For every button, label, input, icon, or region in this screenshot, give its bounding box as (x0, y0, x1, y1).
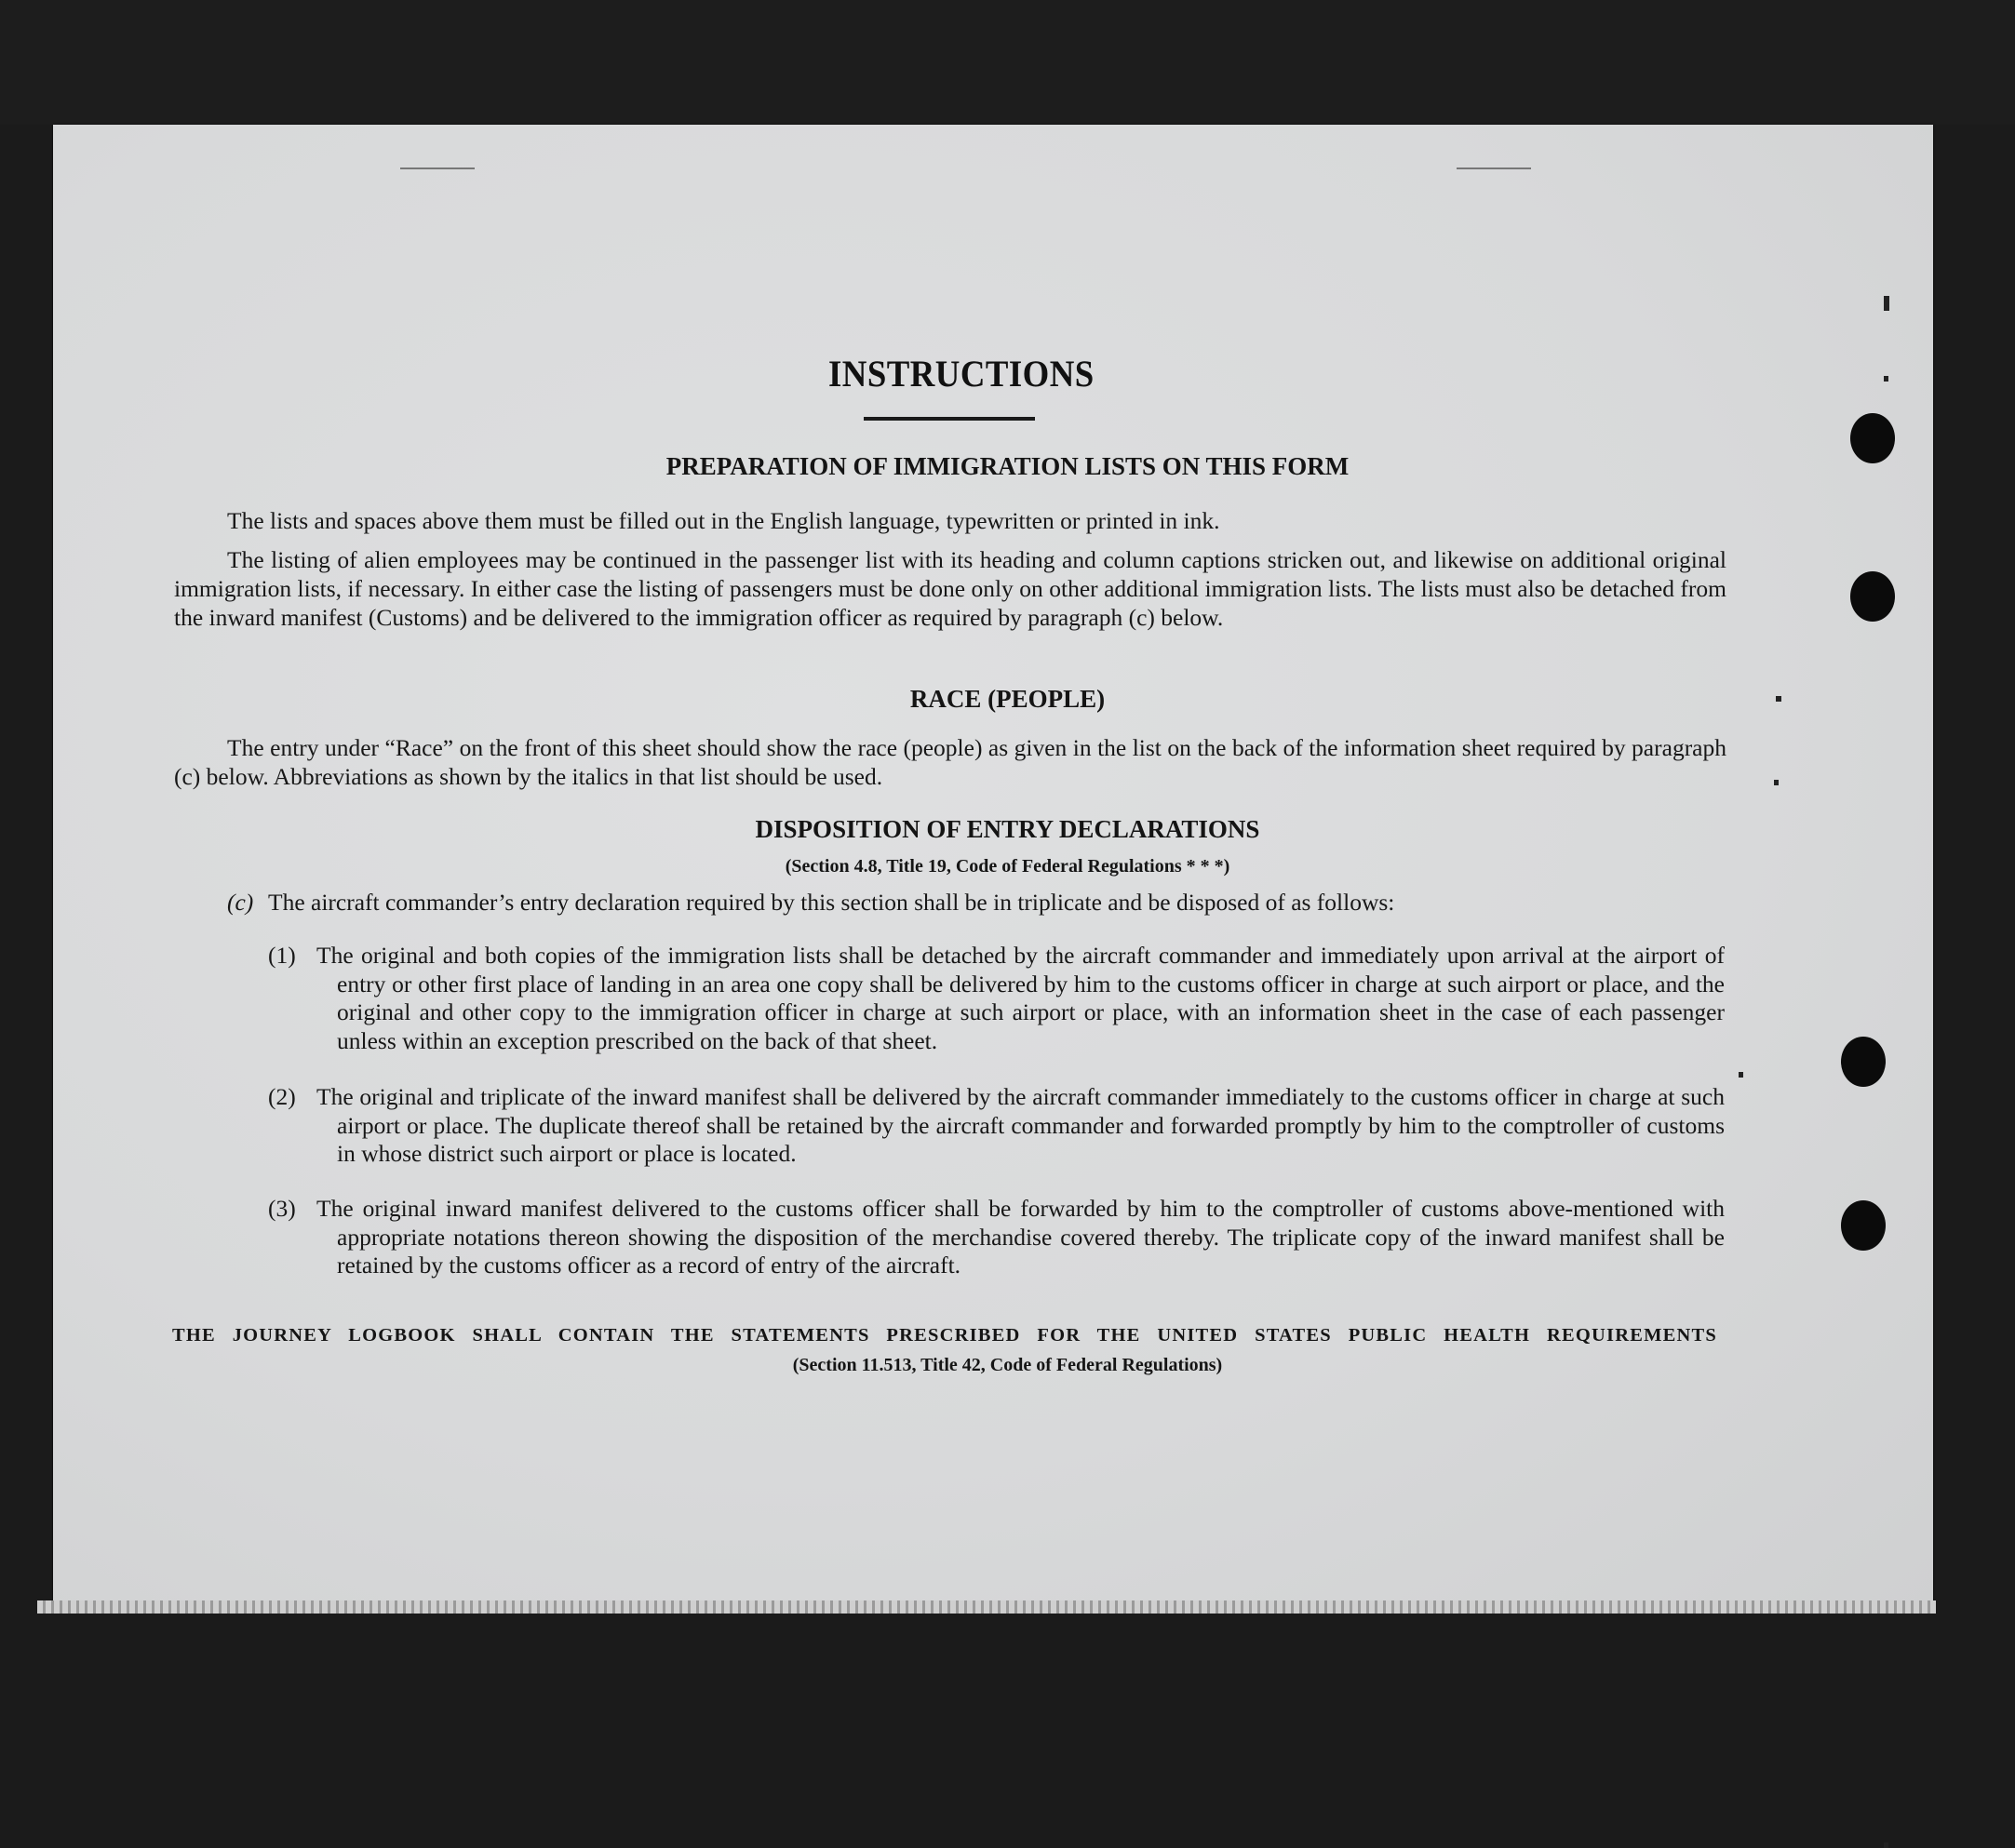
disposition-item-2: (2) The original and triplicate of the inward manifest shall be delivered by the aircraft commander immediately to the customs officer in charge at such airport or place. The duplicate thereof shall be retained by the aircraft commander and forwarded promptly by him to the comptroller of customs in whose district such airport or place is located. (268, 1083, 1725, 1167)
race-paragraph: The entry under “Race” on the front of this sheet should show the race (people) as given in the list on the back of the information sheet required by paragraph (c) below. Abbreviations as shown by the italics in that list should be used. (174, 734, 1726, 790)
disposition-heading: DISPOSITION OF ENTRY DECLARATIONS (755, 815, 1260, 843)
binder-hole-3 (1841, 1037, 1886, 1087)
title-underline (864, 417, 1035, 421)
preparation-paragraph-1: The lists and spaces above them must be filled out in the English language, typewritten or printed in ink. (227, 507, 1220, 534)
public-health-statement: THE JOURNEY LOGBOOK SHALL CONTAIN THE STATEMENTS PRESCRIBED FOR THE UNITED STATES PUBLIC HEALTH REQUIREMENTS (172, 1325, 1717, 1346)
scan-mark (1884, 376, 1888, 382)
binder-hole-4 (1841, 1200, 1886, 1251)
public-health-citation: (Section 11.513, Title 42, Code of Federal Regulations) (792, 1355, 1223, 1375)
scan-mark (1884, 296, 1889, 311)
preparation-paragraph-2: The listing of alien employees may be continued in the passenger list with its heading and column captions stricken out, and likewise on additional original immigration lists, if necessary. In either case the listing of passengers must be done only on other additional immigration lists. The lists must also be detached from the inward manifest (Customs) and be delivered to the immigration officer as required by paragraph (c) below. (174, 546, 1726, 631)
disposition-item-3: (3) The original inward manifest delivered to the customs officer shall be forwarded by him to the comptroller of customs above-mentioned with appropriate notations thereon showing the disposition of the merchandise covered thereby. The triplicate copy of the inward manifest shall be retained by the customs officer as a record of entry of the aircraft. (268, 1195, 1725, 1279)
perforated-edge (37, 1600, 1936, 1614)
race-heading: RACE (PEOPLE) (909, 685, 1106, 713)
preparation-heading: PREPARATION OF IMMIGRATION LISTS ON THIS FORM (665, 452, 1350, 480)
scan-mark (1884, 1842, 1888, 1848)
scan-mark (1739, 1072, 1743, 1078)
scan-background (0, 0, 2015, 125)
scan-mark (1457, 167, 1531, 169)
disposition-intro: (c) The aircraft commander’s entry declaration required by this section shall be in triplicate and be disposed of as follows: (227, 889, 1395, 916)
disposition-citation: (Section 4.8, Title 19, Code of Federal Regulations * * *) (785, 856, 1230, 877)
scan-mark (400, 167, 475, 169)
page-title: INSTRUCTIONS (828, 353, 1095, 395)
scan-mark (1774, 780, 1779, 785)
disposition-item-1: (1) The original and both copies of the immigration lists shall be detached by the aircraft commander and immediately upon arrival at the airport of entry or other first place of landing in an area one copy shall be delivered by him to the customs officer in charge at such airport or place, and the original and other copy to the immigration officer in charge at such airport or place, with an information sheet in the case of each passenger unless within an exception prescribed on the back of that sheet. (268, 942, 1725, 1054)
binder-hole-2 (1850, 571, 1895, 622)
